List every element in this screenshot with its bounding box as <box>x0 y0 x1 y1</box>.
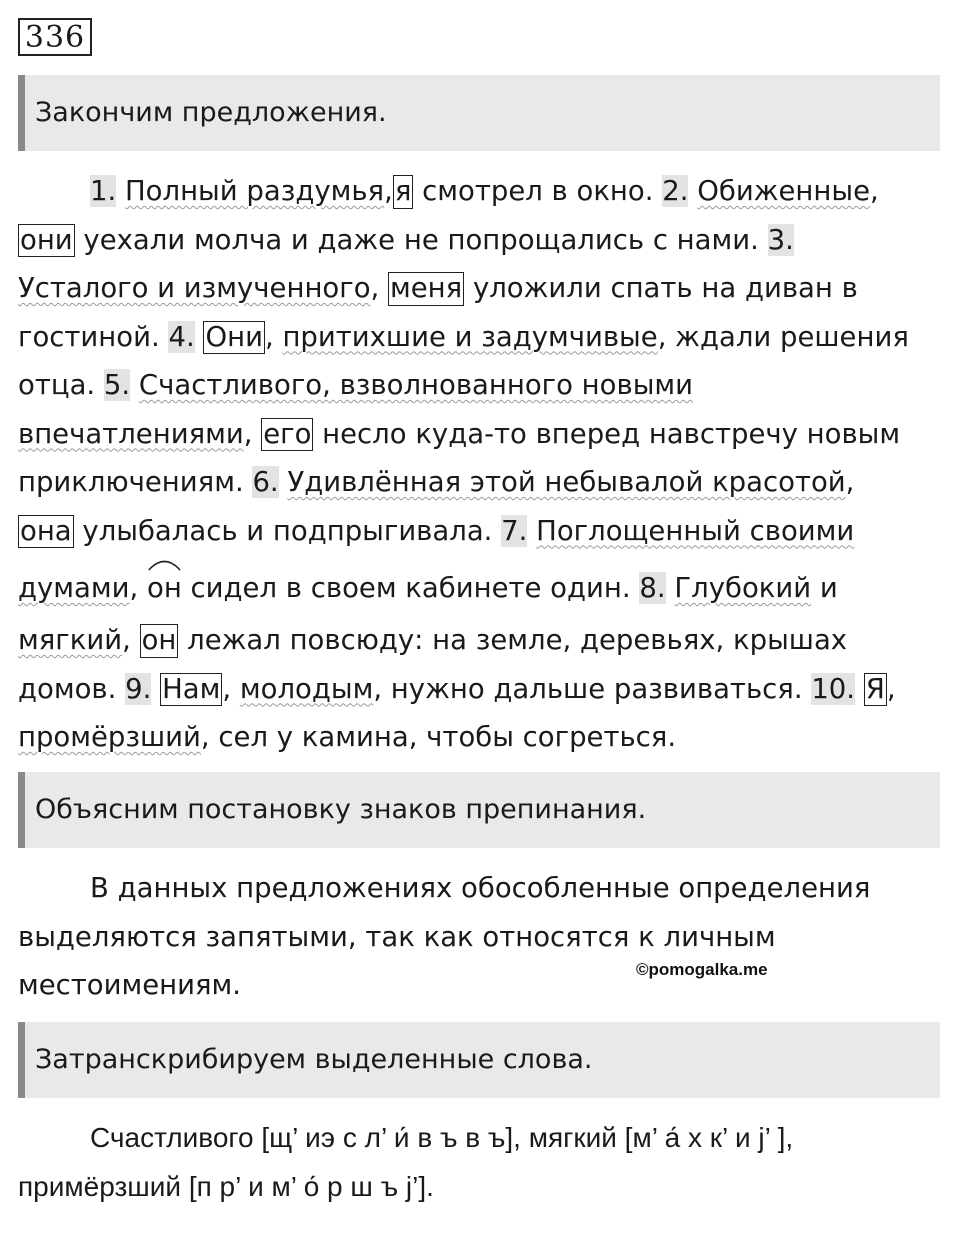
comma: , <box>222 672 240 705</box>
comma: , <box>122 624 140 656</box>
text-line <box>18 864 948 913</box>
transcription-text: Счастливого [щ’ иэ с л’ и́ в ъ в ъ], мягкий [м’ а́ х к’ и j’ ], <box>90 1122 794 1153</box>
sentence-number: 3. <box>767 223 794 256</box>
sentence-number: 8. <box>639 572 666 604</box>
sentence-number: 9. <box>125 672 152 705</box>
text-line <box>18 665 948 714</box>
exercise-number: 336 <box>18 18 92 56</box>
text-line <box>18 313 948 362</box>
participle-phrase: думами <box>18 572 130 604</box>
text-span: приключениям. <box>18 466 253 498</box>
text-span: и <box>811 572 838 604</box>
text-line <box>18 216 948 265</box>
participle-phrase: Поглощенный своими <box>536 514 855 547</box>
participle-phrase: промёрзший <box>18 721 201 753</box>
pronoun-box: они <box>20 223 73 256</box>
text-line <box>18 961 948 1010</box>
text-span: выделяются запятыми, так как относятся к личным <box>18 920 776 953</box>
pronoun-box: меня <box>390 272 463 304</box>
text-span: , ждали решения <box>657 320 909 353</box>
watermark: ©pomogalka.me <box>636 960 768 979</box>
text-span: гостиной. <box>18 320 169 353</box>
section-title: Затранскрибируем выделенные слова. <box>35 1044 593 1075</box>
participle-phrase: Счастливого, взволнованного новыми <box>138 369 694 401</box>
pronoun-box: его <box>263 417 312 450</box>
arc-mark-icon <box>147 557 182 571</box>
text-line <box>18 361 948 410</box>
text-span: , нужно дальше развиваться. <box>373 672 812 705</box>
section-title: Закончим предложения. <box>35 97 387 128</box>
comma: , <box>384 175 393 207</box>
text-span: несло куда-то вперед навстречу новым <box>313 417 901 450</box>
transcription-paragraph <box>18 1114 948 1211</box>
sentence-number: 10. <box>811 672 856 705</box>
text-span: смотрел в окно. <box>413 175 663 207</box>
text-line <box>18 167 948 216</box>
participle-phrase: мягкий <box>18 624 123 656</box>
pronoun-box: я <box>394 175 412 207</box>
pronoun-box: Они <box>205 320 263 353</box>
participle-phrase: Глубокий <box>674 572 812 604</box>
arc-marked-pronoun <box>147 555 182 621</box>
participle-phrase: Усталого и измученного <box>18 272 371 304</box>
text-span: домов. <box>18 672 126 705</box>
pronoun-box: он <box>141 624 177 656</box>
section-header-transcribe <box>18 1022 940 1098</box>
text-span: уехали молча и даже не попрощались с нами. <box>74 223 768 256</box>
section-header-complete <box>18 75 940 151</box>
comma: , <box>870 175 879 207</box>
sentence-number: 1. <box>90 175 117 207</box>
text-span: В данных предложениях обособленные определения <box>90 872 871 904</box>
text-line <box>18 458 948 507</box>
text-span: лежал повсюду: на земле, деревьях, крышах <box>178 624 848 656</box>
sentences-paragraph <box>18 167 948 762</box>
sentence-number: 2. <box>662 175 689 207</box>
pronoun-box: она <box>20 514 72 547</box>
sentence-number: 4. <box>168 320 195 353</box>
transcription-text: примёрзший [п р’ и м’ о́ р ш ъ j’]. <box>18 1170 434 1202</box>
section-header-explain <box>18 772 940 848</box>
text-line <box>18 713 948 762</box>
comma: , <box>886 672 896 705</box>
text-line <box>18 1114 948 1163</box>
text-line <box>18 264 948 313</box>
participle-phrase: Полный раздумья <box>125 175 385 207</box>
text-span: , сел у камина, чтобы согреться. <box>200 721 677 753</box>
pronoun-box: Нам <box>162 672 221 705</box>
text-line <box>18 913 948 962</box>
participle-phrase: притихшие и задумчивые <box>282 320 658 353</box>
comma: , <box>264 320 283 353</box>
text-line <box>18 1163 948 1212</box>
text-line <box>18 410 948 459</box>
participle-phrase: впечатлениями <box>18 417 244 450</box>
explanation-paragraph <box>18 864 948 1010</box>
comma: , <box>370 272 389 304</box>
text-span: сидел в своем кабинете один. <box>181 572 640 604</box>
sentence-number: 5. <box>103 369 131 401</box>
comma: , <box>845 466 855 498</box>
sentence-number: 6. <box>252 466 279 498</box>
text-line <box>18 616 948 665</box>
participle-phrase: Удивлённая этой небывалой красотой <box>287 466 846 498</box>
pronoun-arc-text: он <box>147 572 182 604</box>
text-line <box>18 555 948 616</box>
text-span: улыбалась и подпрыгивала. <box>73 514 502 547</box>
text-span: уложили спать на диван в <box>464 272 858 304</box>
comma: , <box>129 572 147 604</box>
text-line <box>18 507 948 556</box>
sentence-number: 7. <box>501 514 528 547</box>
participle-phrase: Обиженные <box>697 175 870 207</box>
comma: , <box>243 417 262 450</box>
text-span: местоимениям. <box>18 969 242 1001</box>
pronoun-box: Я <box>865 672 885 705</box>
section-title: Объясним постановку знаков препинания. <box>35 794 647 825</box>
participle-phrase: молодым <box>239 672 374 705</box>
text-span: отца. <box>18 369 104 401</box>
